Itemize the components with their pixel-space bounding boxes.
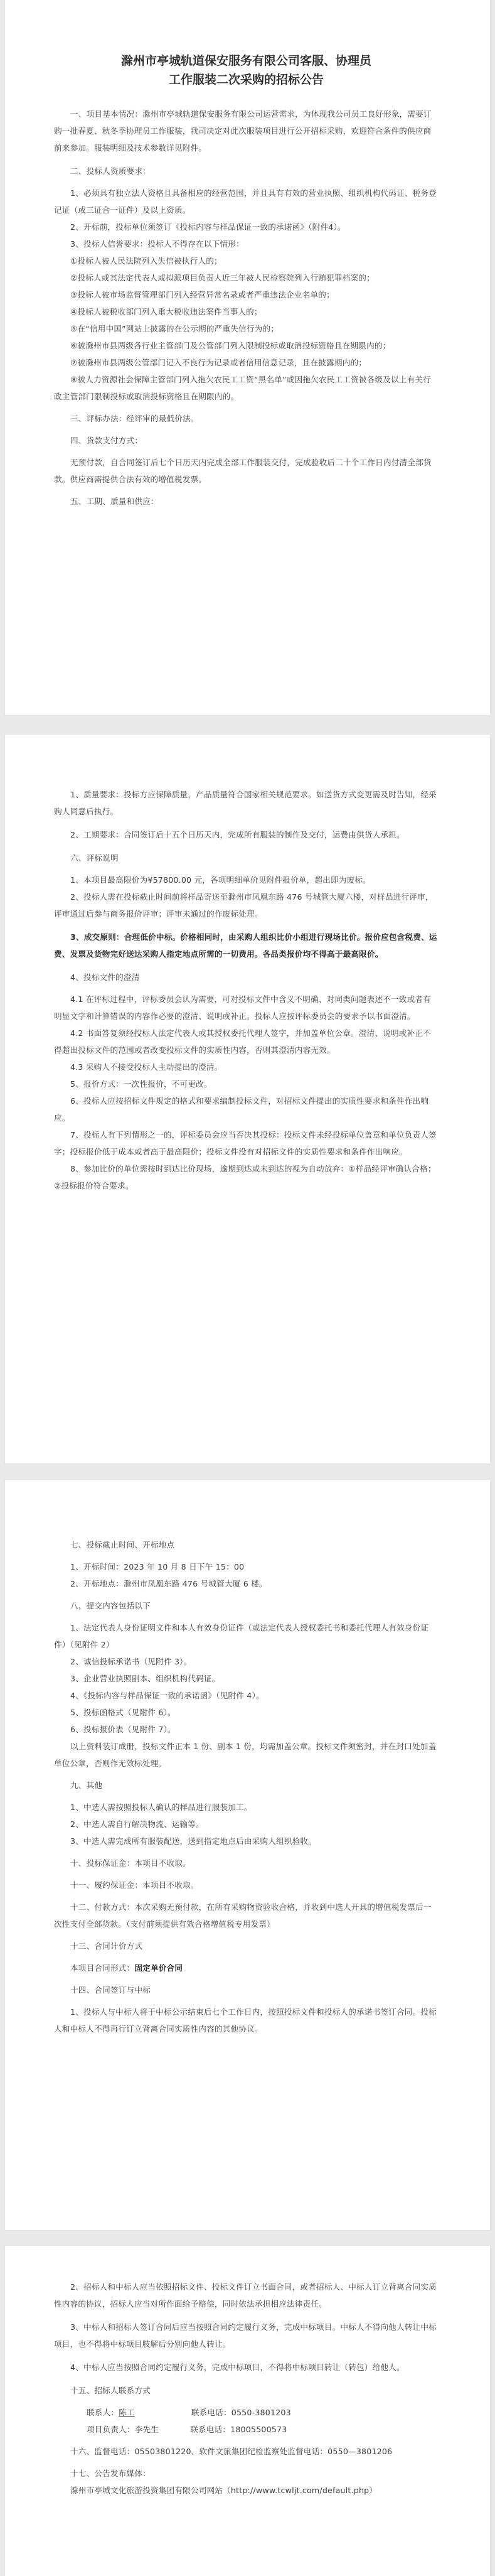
section-heading-bid-bond: 十、投标保证金：本项目不收取。: [70, 1858, 191, 1868]
list-item-credit-5: ⑤在“信用中国”网站上披露的在公示期的严重失信行为的；: [70, 324, 279, 333]
list-item-submission-6: 6、投标报价表（见附件 7）。: [70, 1725, 176, 1734]
document-page-4: [5, 2246, 490, 2576]
paragraph-contract-signing-3: 3、中标人和招标人签订合同后应当按照合同约定履行义务，完成中标项目。中标人不得向他人转让中标项目，也不得将中标项目肢解后分别向他人转让。: [54, 2322, 437, 2349]
paragraph-qualification-2: 2、开标前，投标单位须签订《投标内容与样品保证一致的承诺函》（附件4）。: [70, 222, 346, 232]
list-item-other-1: 1、中选人需按照投标人确认的样品进行服装加工。: [70, 1803, 252, 1812]
paragraph-opening-time: 1、开标时间：2023 年 10 月 8 日下午 15：00: [70, 1562, 245, 1571]
paragraph-binding: 以上资料装订成册，投标文件正本 1 份、副本 1 份，均需加盖公章。投标文件须密封，并在封口处加盖单位公章，否则作无效标处理。: [54, 1742, 437, 1768]
section-heading-clarification: 4、投标文件的澄清: [70, 973, 140, 982]
list-item-submission-4: 4、《投标内容与样品保证一致的承诺函》（见附件 4）。: [70, 1691, 264, 1700]
paragraph-media-website[interactable]: 滁州市亭城文化旅游投资集团有限公司网站（http://www.tcwljt.com/default.php）: [70, 2486, 378, 2495]
document-title: [54, 51, 439, 89]
list-item-credit-8: ⑧被人力资源社会保障主管部门列入拖欠农民工工资“黑名单”或因拖欠农民工工资被各级及以上有关行政主管部门限制投标或取消投标资格且在期限内的。: [54, 375, 432, 401]
list-item-submission-1: 1、法定代表人身份证明文件和本人有效身份证件（或法定代表人授权委托书和委托代理人有效身份证件）（见附件 2）: [54, 1623, 429, 1649]
section-heading-payment: 四、货款支付方式：: [70, 436, 143, 445]
contact-label: 联系人：: [87, 2408, 119, 2417]
section-heading-media: 十七、公告发布媒体：: [70, 2469, 151, 2478]
paragraph-rejection: 7、投标人有下列情形之一的，评标委员会应当否决其投标：投标文件未经投标单位盖章和单位负责人签字；投标报价低于成本或者高于最高限价；投标文件没有对招标文件的实质性要求和条件作出响应。: [54, 1130, 437, 1156]
section-heading-qualification: 二、投标人资质要求：: [70, 166, 151, 176]
list-item-credit-4: ④投标人被税收部门列入重大税收违法案件当事人的；: [70, 307, 262, 316]
document-page-2: [5, 735, 490, 1463]
project-manager-phone: 联系电话：18005500573: [190, 2425, 287, 2434]
paragraph-payment: 无预付款，自合同签订后七个日历天内完成全部工作服装交付，完成验收后二十个工作日内付清全部货款。供应商需提供合法有效的增值税发票。: [54, 458, 432, 484]
paragraph-contract-signing-4: 4、中标人应当按照合同约定履行义务，完成中标项目，不得将中标项目转让（转包）给他人。: [70, 2363, 405, 2372]
paragraph-attendance: 8、参加比价的单位需按时到达比价现场，逾期到达或未到达的视为自动放弃：①样品经评审确认合格；②投标报价符合要求。: [54, 1164, 436, 1190]
section-heading-other: 九、其他: [70, 1781, 103, 1790]
section-heading-contract-pricing: 十三、合同计价方式: [70, 1941, 143, 1951]
paragraph-schedule-requirement: 2、工期要求：合同签订后十五个日历天内，完成所有服装的制作及交付，运费由供货人承担。: [70, 830, 405, 839]
project-manager: 项目负责人：李先生: [87, 2425, 159, 2434]
contact-line-2: [54, 2421, 439, 2438]
paragraph-bid-format: 6、投标人应按招标文件规定的格式和要求编制投标文件，对招标文件提出的实质性要求和条件作出响应。: [54, 1096, 429, 1123]
paragraph-clarification-3: 4.3 采购人不接受投标人主动提出的澄清。: [70, 1062, 223, 1072]
paragraph-award-principle: 3、成交原则：合理低价中标。价格相同时，由采购人组织比价小组进行现场比价。报价应包含税费、运费、发票及货物完好送达采购人指定地点所需的一切费用。各品类报价均不得高于最高限价。: [54, 932, 437, 959]
contact-line-1: [54, 2404, 439, 2421]
list-item-submission-5: 5、投标函格式（见附件 6）。: [70, 1708, 176, 1717]
paragraph-qualification-3: 3、投标人信誉要求：投标人不得存在以下情形：: [70, 239, 244, 249]
list-item-credit-6: ⑥被滁州市县两级各行业主管部门及公管部门列入限制投标或取消投标资格且在期限内的；: [70, 341, 391, 350]
paragraph-quality-requirement: 1、质量要求：投标方应保障质量，产品质量符合国家相关规范要求。如送货方式变更需及时告知，经采购人同意后执行。: [54, 790, 437, 816]
section-heading-quality: 五、工期、质量和供应：: [70, 497, 159, 506]
contract-form-value: 固定单价合同: [134, 1963, 183, 1973]
title-line-2: 工作服装二次采购的招标公告: [168, 73, 324, 87]
paragraph-price-limit: 1、本项目最高限价为¥57800.00 元，各项明细单价见附件报价单，超出即为废标。: [70, 875, 371, 885]
section-heading-submission: 八、提交内容包括以下: [70, 1601, 151, 1610]
paragraph-contract-form: [54, 1959, 439, 1976]
paragraph-clarification-2: 4.2 书面答复须经投标人法定代表人或其授权委托代理人签字，并加盖单位公章。澄清、说明或补正不得超出投标文件的范围或者改变投标文件的实质性内容，否则其澄清内容无效。: [54, 1028, 431, 1055]
list-item-credit-3: ③投标人被市场监督管理部门列入经营异常名录或者严重违法企业名单的；: [70, 290, 334, 299]
paragraph-qualification-1: 1、必须具有独立法人资格且具备相应的经营范围，并且具有有效的营业执照、组织机构代码证、税务登记证（或三证合一证件）及以上资质。: [54, 188, 437, 215]
paragraph-contract-signing-2: 2、招标人和中标人应当依照招标文件、投标文件订立书面合同，或者招标人、中标人订立背离合同实质性内容的协议，招标人应当对所作面给予赔偿，同时依法承担相应法律责任。: [54, 2282, 437, 2309]
title-line-1: 滁州市亭城轨道保安服务有限公司客服、协理员: [120, 54, 371, 68]
contact-name: 陈工: [119, 2408, 135, 2417]
list-item-submission-3: 3、企业营业执照副本、组织机构代码证。: [70, 1674, 220, 1683]
list-item-other-2: 2、中选人需自行解决物流、运输等。: [70, 1819, 204, 1829]
section-heading-deadline: 七、投标截止时间、开标地点: [70, 1540, 175, 1549]
section-heading-contract-signing: 十四、合同签订与中标: [70, 1985, 151, 1995]
document-page-1: [5, 0, 490, 715]
paragraph-sample-delivery: 2、投标人需在投标截止时间前将样品寄送至滁州市凤凰东路 476 号城管大厦六楼，对样品进行评审，评审通过后参与商务报价评审；评审未通过的作废标处理。: [54, 892, 434, 919]
list-item-credit-2: ②投标人或其法定代表人或拟派项目负责人近三年被人民检察院列入行贿犯罪档案的；: [70, 273, 375, 283]
section-heading-bid-notes: 六、评标说明: [70, 853, 119, 863]
section-heading-evaluation: 三、评标办法：经评审的最低价法。: [70, 414, 199, 423]
paragraph-contract-signing-1: 1、投标人与中标人将于中标公示结束后七个工作日内，按照投标文件和投标人的承诺书签订合同。投标人和中标人不得再行订立背离合同实质性内容的其他协议。: [54, 2007, 437, 2034]
list-item-credit-7: ⑦被滁州市县两级公管部门记入不良行为记录或者信用信息记录，且在披露期内的；: [70, 358, 367, 367]
document-page-3: [5, 1480, 490, 2230]
section-heading-payment-method: 十二、付款方式：本次采购无预付款，在所有采购物资验收合格，并收到中选人开具的增值税发票后一次性支付全部货款。（支付前须提供有效合格增值税专用发票）: [54, 1902, 432, 1929]
list-item-other-3: 3、中选人需完成所有服装配送，送到指定地点后由采购人组织验收。: [70, 1836, 317, 1846]
paragraph-project-info: 一、项目基本情况：滁州市亭城轨道保安服务有限公司运营需求，为体现我公司员工良好形象，需要订购一批春夏、秋冬季协理员工作服装，我司决定对此次服装项目进行公开招标采购，欢迎符合条件的供应商前来参加。服装明细及技术参数详见附件。: [54, 109, 432, 153]
contract-form-label: 本项目合同形式：: [70, 1963, 135, 1973]
contact-phone: 联系电话：0550-3801203: [191, 2408, 291, 2417]
list-item-submission-2: 2、诚信投标承诺书（见附件 3）。: [70, 1657, 192, 1666]
list-item-credit-1: ①投标人被人民法院列入失信被执行人的；: [70, 256, 222, 266]
section-heading-supervision: 十六、监督电话：05503801220、软件文旅集团纪检监察处监督电话：0550—3801206: [70, 2447, 393, 2456]
paragraph-quote-method: 5、报价方式：一次性报价，不可更改。: [70, 1079, 212, 1089]
paragraph-opening-place: 2、开标地点：滁州市凤凰东路 476 号城管大厦 6 楼。: [70, 1579, 267, 1588]
paragraph-clarification-1: 4.1 在评标过程中，评标委员会认为需要，可对投标文件中含义不明确、对同类问题表述不一致或者有明显文字和计算错误的内容作必要的澄清、说明或补正。投标人应按评标委员会的要求予以书面澄清。: [54, 994, 431, 1021]
section-heading-contact: 十五、招标人联系方式: [70, 2386, 151, 2395]
section-heading-performance-bond: 十一、履约保证金：本项目不收取。: [70, 1880, 199, 1890]
